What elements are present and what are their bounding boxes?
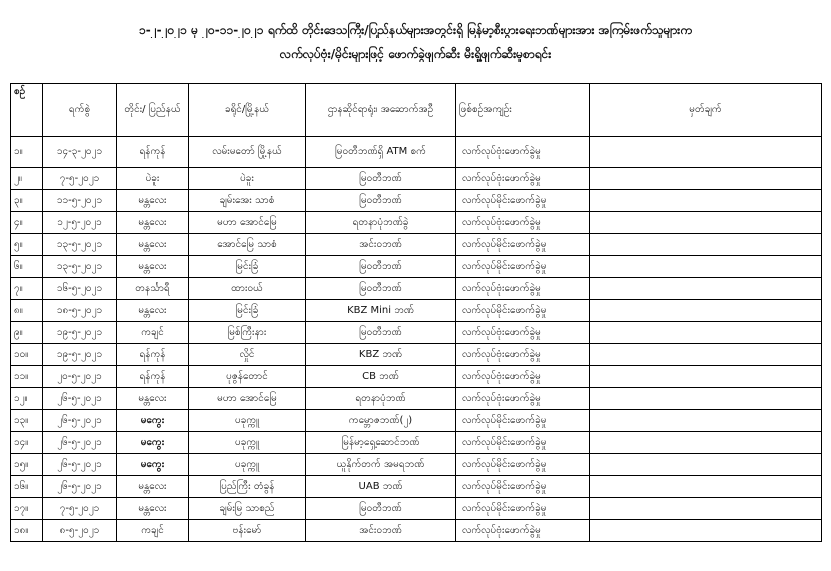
row-place: အောင်မြေ သာစံ (189, 234, 306, 256)
document-title-line-2: လက်လုပ်ဗုံး/မိုင်းများဖြင့် ဖောက်ခွဲဖျက်ဆီး မီးရှို့ဖျက်ဆီးမှုစာရင်း (279, 47, 552, 61)
row-incident-type: လက်လုပ်ဗုံးဖောက်ခွဲမှု (456, 322, 590, 344)
row-place: လမ်းမတော် မြို့နယ် (189, 137, 306, 168)
row-date: ၂၆-၅-၂၀၂၁ (43, 476, 117, 498)
row-note (590, 190, 822, 212)
row-place: ပုဇွန်တောင် (189, 366, 306, 388)
row-state: မန္တလေး (117, 498, 189, 520)
row-incident-type: လက်လုပ်မိုင်းဖောက်ခွဲမှု (456, 476, 590, 498)
row-no: ၁၈။ (11, 520, 43, 542)
row-note (590, 344, 822, 366)
row-note (590, 137, 822, 168)
row-note (590, 520, 822, 542)
table-row (11, 432, 822, 454)
row-state: ရန်ကုန် (117, 366, 189, 388)
row-date: ၁၈-၅-၂၀၂၁ (43, 300, 117, 322)
header-no: စဉ် (11, 84, 43, 137)
row-state: ရန်ကုန် (117, 344, 189, 366)
row-date: ၂၆-၅-၂၀၂၁ (43, 432, 117, 454)
row-bank: မြဝတီဘဏ် (306, 498, 456, 520)
row-incident-type: လက်လုပ်မိုင်းဖောက်ခွဲမှု (456, 256, 590, 278)
row-place: ပခုက္ကူ (189, 454, 306, 476)
row-incident-type: လက်လုပ်ဗုံးဖောက်ခွဲမှု (456, 168, 590, 190)
row-incident-type: လက်လုပ်မိုင်းဖောက်ခွဲမှု (456, 454, 590, 476)
row-bank: ယူနိုက်တက် အမရဘဏ် (306, 454, 456, 476)
table-row (11, 168, 822, 190)
row-bank: UAB ဘဏ် (306, 476, 456, 498)
row-state: မန္တလေး (117, 190, 189, 212)
row-no: ၉။ (11, 322, 43, 344)
row-incident-type: လက်လုပ်မိုင်းဖောက်ခွဲမှု (456, 410, 590, 432)
incident-table (10, 83, 822, 542)
row-note (590, 256, 822, 278)
table-row (11, 344, 822, 366)
row-no: ၄။ (11, 212, 43, 234)
row-date: ၁၃-၅-၂၀၂၁ (43, 234, 117, 256)
row-bank: ရတနာပုံဘဏ် (306, 388, 456, 410)
table-body (11, 137, 822, 542)
row-date: ၂၆-၅-၂၀၂၁ (43, 388, 117, 410)
row-no: ၇။ (11, 278, 43, 300)
row-no: ၁၃။ (11, 410, 43, 432)
row-bank: မြဝတီဘဏ် (306, 322, 456, 344)
row-state: တနင်္သာရီ (117, 278, 189, 300)
table-row (11, 300, 822, 322)
row-date: ၂၆-၅-၂၀၂၁ (43, 454, 117, 476)
row-place: ပြည်ကြီး တံခွန် (189, 476, 306, 498)
row-bank: မြဝတီဘဏ် (306, 278, 456, 300)
row-no: ၁၀။ (11, 344, 43, 366)
table-row (11, 137, 822, 168)
row-note (590, 234, 822, 256)
row-state: မန္တလေး (117, 234, 189, 256)
table-row (11, 256, 822, 278)
row-state: မကွေး (117, 410, 189, 432)
row-no: ၁၁။ (11, 366, 43, 388)
row-bank: အင်း၀ဘဏ် (306, 520, 456, 542)
row-place: မြစ်ကြီးနား (189, 322, 306, 344)
row-bank: မြဝတီဘဏ် (306, 190, 456, 212)
row-no: ၈။ (11, 300, 43, 322)
row-no: ၂။ (11, 168, 43, 190)
row-place: ထားဝယ် (189, 278, 306, 300)
row-place: လှိုင် (189, 344, 306, 366)
table-row (11, 212, 822, 234)
document-title-line-1: ၁-၂-၂၀၂၁ မှ ၂၀-၁၁-၂၀၂၁ ရက်ထိ တိုင်းဒေသကြီး/ပြည်နယ်များအတွင်းရှိ မြန်မာ့စီးပွားရေးဘဏ်များအား အကြမ်းဖက်သူများက (139, 23, 692, 37)
row-bank: CB ဘဏ် (306, 366, 456, 388)
row-incident-type: လက်လုပ်ဗုံးဖောက်ခွဲမှု (456, 344, 590, 366)
table-row (11, 234, 822, 256)
row-date: ၇-၅-၂၀၂၁ (43, 168, 117, 190)
row-note (590, 410, 822, 432)
row-note (590, 388, 822, 410)
row-incident-type: လက်လုပ်မိုင်းဖောက်ခွဲမှု (456, 300, 590, 322)
table-row (11, 498, 822, 520)
row-bank: မြဝတီဘဏ် (306, 256, 456, 278)
row-incident-type: လက်လုပ်ဗုံးဖောက်ခွဲမှု (456, 520, 590, 542)
row-incident-type: လက်လုပ်မိုင်းဖောက်ခွဲမှု (456, 498, 590, 520)
table-row (11, 388, 822, 410)
row-place: ပခုက္ကူ (189, 432, 306, 454)
row-no: ၁။ (11, 137, 43, 168)
row-incident-type: လက်လုပ်မိုင်းဖောက်ခွဲမှု (456, 190, 590, 212)
row-no: ၅။ (11, 234, 43, 256)
row-incident-type: လက်လုပ်မိုင်းဖောက်ခွဲမှု (456, 234, 590, 256)
row-note (590, 432, 822, 454)
table-row (11, 190, 822, 212)
row-date: ၂၆-၅-၂၀၂၁ (43, 410, 117, 432)
table-header-row (11, 84, 822, 137)
row-no: ၁၇။ (11, 498, 43, 520)
row-note (590, 168, 822, 190)
row-date: ၁၉-၅-၂၀၂၁ (43, 322, 117, 344)
row-note (590, 476, 822, 498)
row-state: ရန်ကုန် (117, 137, 189, 168)
row-incident-type: လက်လုပ်ဗုံးဖောက်ခွဲမှု (456, 137, 590, 168)
row-note (590, 278, 822, 300)
row-place: မြင်းခြံ (189, 256, 306, 278)
row-date: ၁၃-၅-၂၀၂၁ (43, 256, 117, 278)
row-incident-type: လက်လုပ်ဗုံးဖောက်ခွဲမှု (456, 212, 590, 234)
row-state: မကွေး (117, 454, 189, 476)
row-bank: ရတနာပုံဘဏ်ခွဲ (306, 212, 456, 234)
row-date: ၁၄-၃-၂၀၂၁ (43, 137, 117, 168)
row-date: ၁၆-၅-၂၀၂၁ (43, 278, 117, 300)
row-incident-type: လက်လုပ်ဗုံးဖောက်ခွဲမှု (456, 388, 590, 410)
row-no: ၁၂။ (11, 388, 43, 410)
header-incident-type: ဖြစ်စဉ်အကျဉ်း (456, 84, 590, 137)
row-state: မန္တလေး (117, 388, 189, 410)
header-note: မှတ်ချက် (590, 84, 822, 137)
row-state: မကွေး (117, 432, 189, 454)
row-note (590, 454, 822, 476)
row-state: ပဲခူး (117, 168, 189, 190)
row-note (590, 322, 822, 344)
row-date: ၁၁-၅-၂၀၂၁ (43, 190, 117, 212)
row-bank: KBZ ဘဏ် (306, 344, 456, 366)
row-date: ၇-၅-၂၀၂၁ (43, 498, 117, 520)
row-incident-type: လက်လုပ်ဗုံးဖောက်ခွဲမှု (456, 278, 590, 300)
table-row (11, 366, 822, 388)
row-place: မဟာ အောင်မြေ (189, 388, 306, 410)
row-state: မန္တလေး (117, 256, 189, 278)
table-row (11, 322, 822, 344)
header-place: ခရိုင်/မြို့နယ် (189, 84, 306, 137)
row-note (590, 212, 822, 234)
row-no: ၁၅။ (11, 454, 43, 476)
row-no: ၃။ (11, 190, 43, 212)
row-note (590, 300, 822, 322)
row-no: ၁၄။ (11, 432, 43, 454)
row-date: ၁၉-၅-၂၀၂၁ (43, 344, 117, 366)
row-note (590, 498, 822, 520)
row-date: ၈-၅-၂၀၂၁ (43, 520, 117, 542)
row-bank: မြဝတီဘဏ် (306, 168, 456, 190)
row-bank: KBZ Mini ဘဏ် (306, 300, 456, 322)
row-bank: မြန်မာ့ရှေ့ဆောင်ဘဏ် (306, 432, 456, 454)
header-state: တိုင်း/ ပြည်နယ် (117, 84, 189, 137)
row-place: ချမ်းမြ သာစည် (189, 498, 306, 520)
row-state: ကချင် (117, 520, 189, 542)
row-incident-type: လက်လုပ်ဗုံးဖောက်ခွဲမှု (456, 366, 590, 388)
row-bank: မြဝတီဘဏ်ရှိ ATM စက် (306, 137, 456, 168)
header-bank: ဌာနဆိုင်ရာရုံး၊ အဆောက်အဦ (306, 84, 456, 137)
row-date: ၂၀-၅-၂၀၂၁ (43, 366, 117, 388)
row-place: မြင်းခြံ (189, 300, 306, 322)
row-bank: အင်း၀ဘဏ် (306, 234, 456, 256)
table-row (11, 454, 822, 476)
row-bank: ကမ္ဘောဇဘဏ်(၂) (306, 410, 456, 432)
table-row (11, 278, 822, 300)
row-state: မန္တလေး (117, 212, 189, 234)
row-no: ၆။ (11, 256, 43, 278)
table-row (11, 520, 822, 542)
row-state: မန္တလေး (117, 300, 189, 322)
header-date: ရက်စွဲ (43, 84, 117, 137)
row-place: မဟာ အောင်မြေ (189, 212, 306, 234)
row-note (590, 366, 822, 388)
row-place: ဗန်းမော် (189, 520, 306, 542)
row-place: ချမ်းအေး သာစံ (189, 190, 306, 212)
table-row (11, 476, 822, 498)
row-no: ၁၆။ (11, 476, 43, 498)
row-date: ၁၂-၅-၂၀၂၁ (43, 212, 117, 234)
row-incident-type: လက်လုပ်မိုင်းဖောက်ခွဲမှု (456, 432, 590, 454)
table-row (11, 410, 822, 432)
row-place: ပဲခူး (189, 168, 306, 190)
row-state: မန္တလေး (117, 476, 189, 498)
row-state: ကချင် (117, 322, 189, 344)
row-place: ပခုက္ကူ (189, 410, 306, 432)
